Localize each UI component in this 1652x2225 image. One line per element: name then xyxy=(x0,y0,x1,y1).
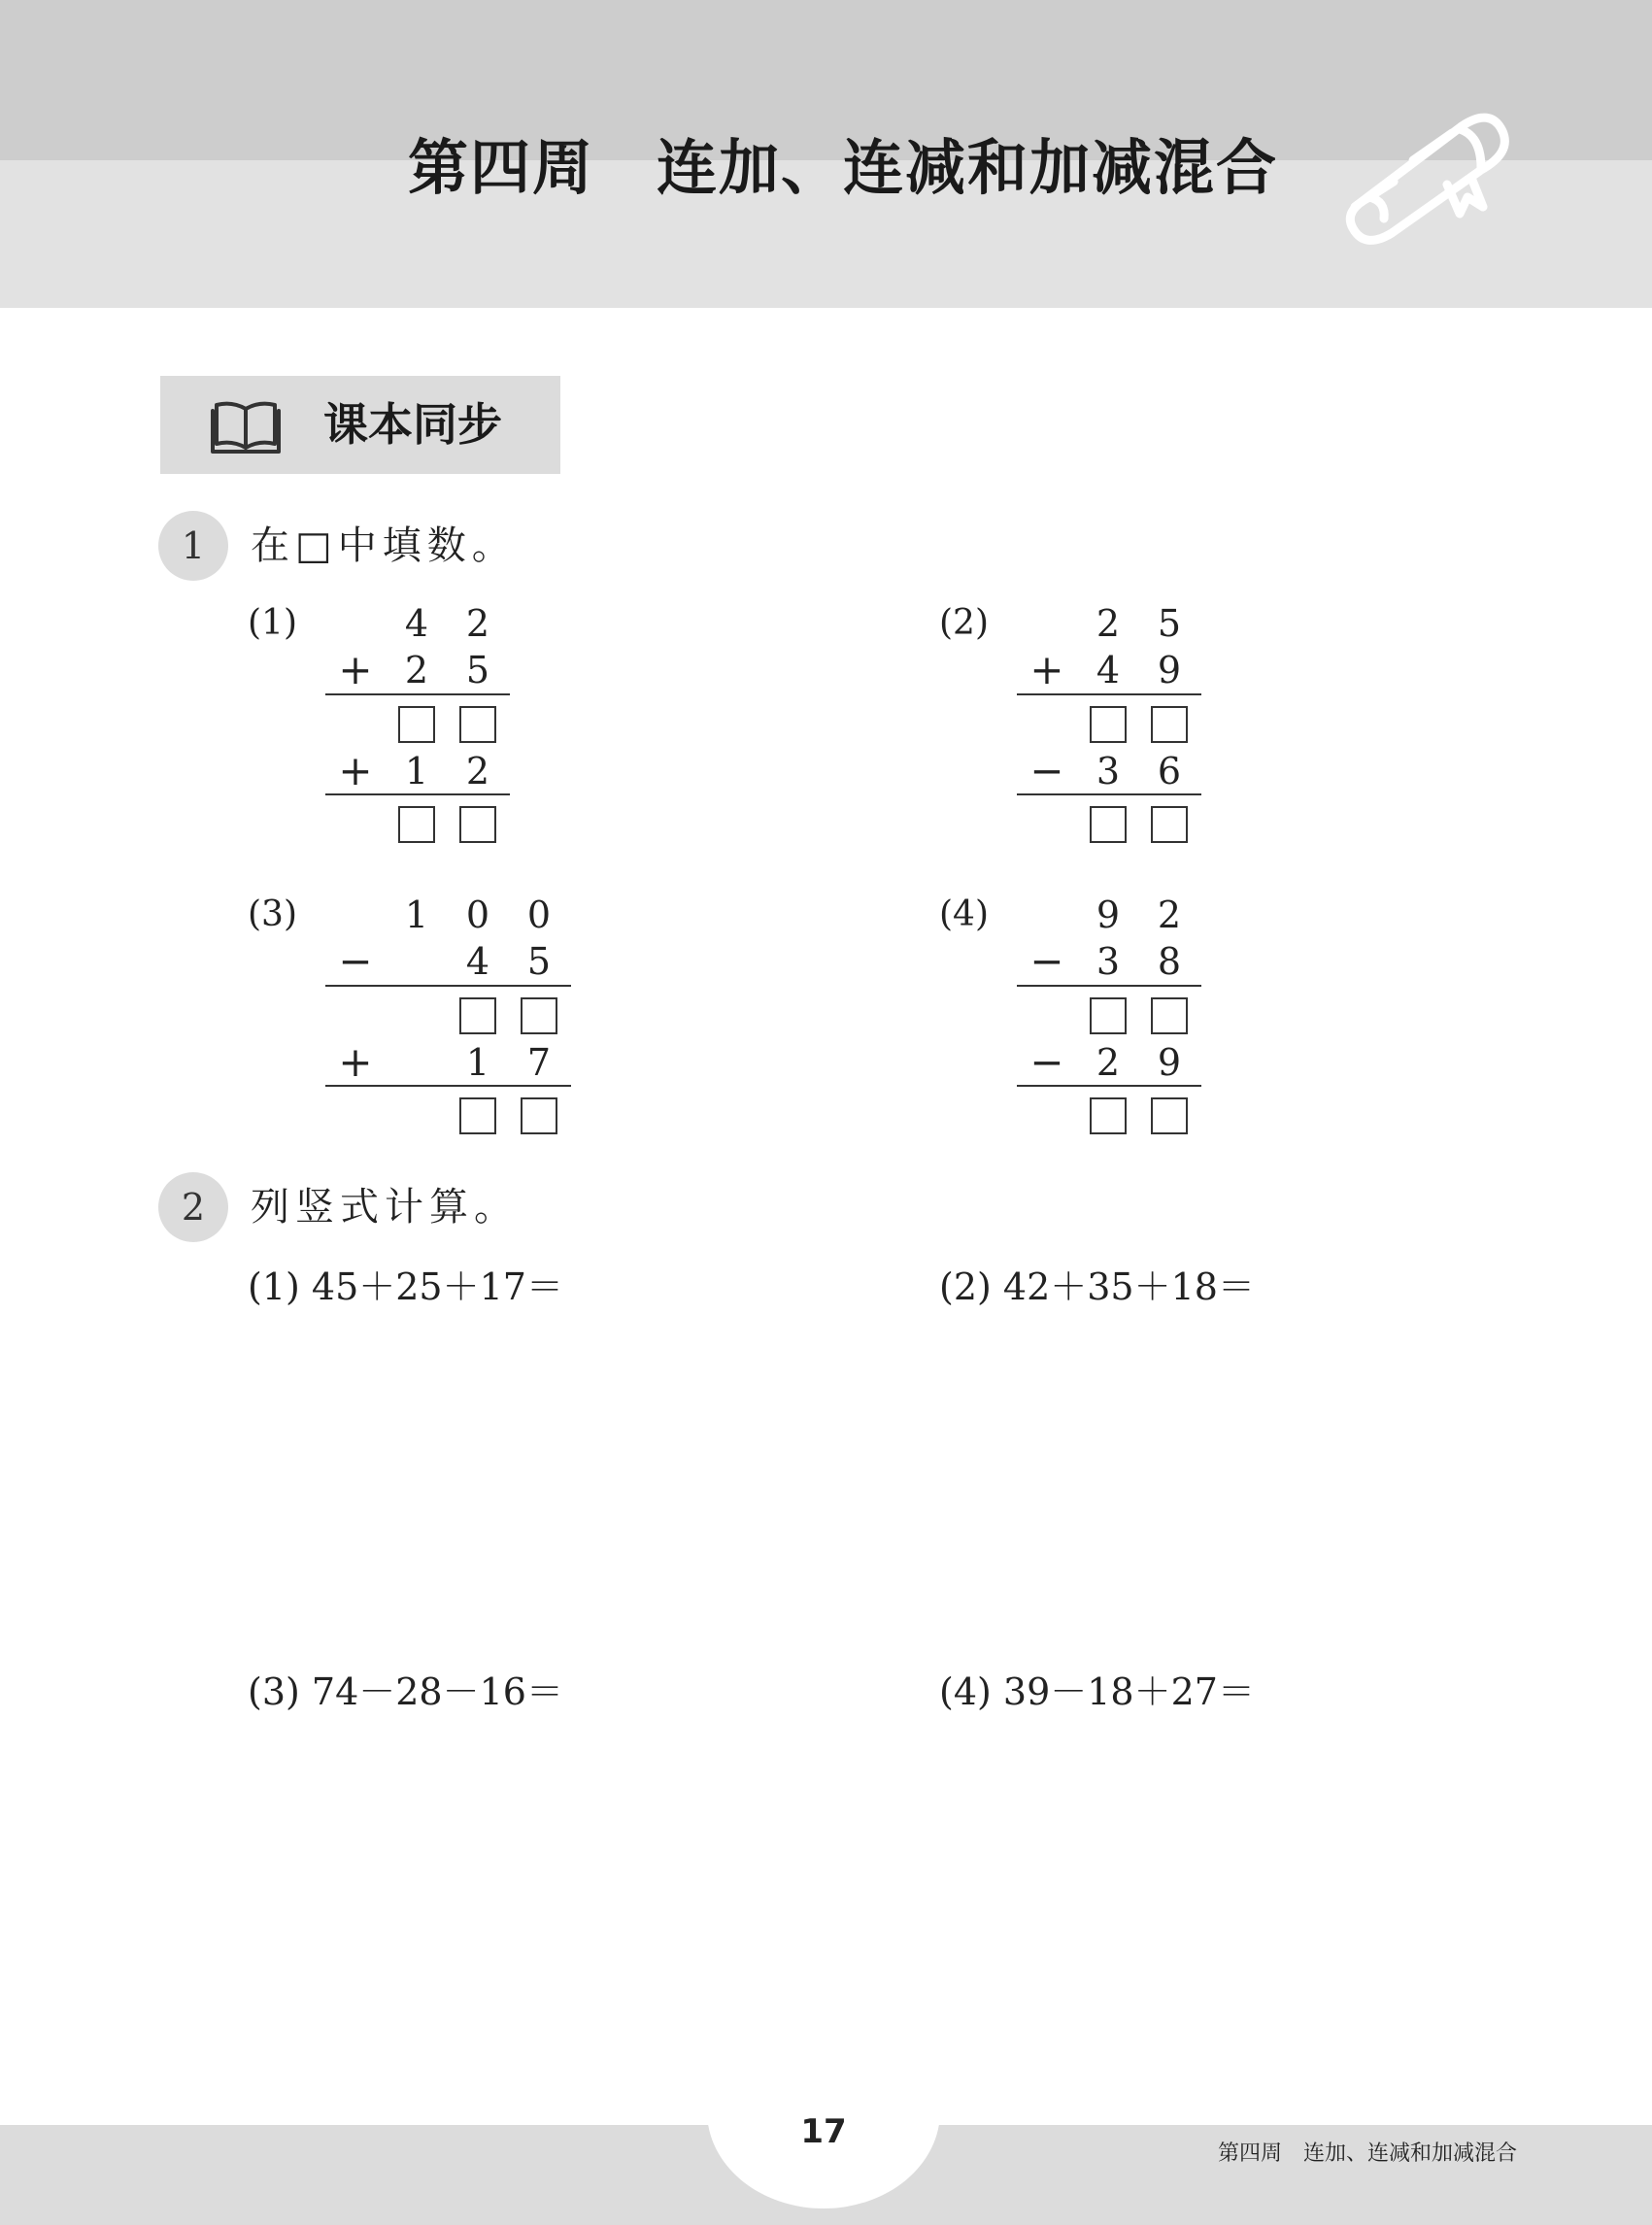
expression: (3) 74－28－16＝ xyxy=(248,1670,563,1713)
answer-box[interactable] xyxy=(521,997,557,1034)
digit: 4 xyxy=(404,602,429,645)
page-number: 17 xyxy=(800,2112,847,2151)
rule-line xyxy=(325,793,510,795)
operator: + xyxy=(338,646,373,693)
operator: + xyxy=(338,1038,373,1086)
question-text: 列竖式计算。 xyxy=(251,1185,519,1230)
answer-box[interactable] xyxy=(1090,997,1127,1034)
rule-line xyxy=(1017,1085,1201,1087)
rule-line xyxy=(325,985,571,987)
answer-box[interactable] xyxy=(1090,706,1127,743)
question-text: 在□中填数。 xyxy=(251,523,517,568)
digit: 2 xyxy=(404,649,429,691)
digit: 2 xyxy=(465,602,490,645)
answer-box[interactable] xyxy=(459,706,496,743)
rule-line xyxy=(1017,793,1201,795)
digit: 7 xyxy=(526,1041,552,1084)
rule-line xyxy=(325,693,510,695)
problem-label: (1) xyxy=(248,603,297,643)
section-badge xyxy=(160,376,560,474)
digit: 8 xyxy=(1157,940,1182,983)
problem-label: (4) xyxy=(939,894,989,934)
rule-line xyxy=(1017,985,1201,987)
digit: 4 xyxy=(465,940,490,983)
answer-box[interactable] xyxy=(398,706,435,743)
expression: (4) 39－18＋27＝ xyxy=(939,1670,1255,1713)
operator: + xyxy=(338,747,373,794)
footer-chapter-title: 第四周 连加、连减和加减混合 xyxy=(1218,2141,1518,2166)
answer-box[interactable] xyxy=(1151,806,1188,843)
scroll-icon xyxy=(1335,92,1520,248)
digit: 9 xyxy=(1157,1041,1182,1084)
digit: 0 xyxy=(526,893,552,936)
digit: 6 xyxy=(1157,750,1182,792)
answer-box[interactable] xyxy=(521,1097,557,1134)
digit: 0 xyxy=(465,893,490,936)
digit: 9 xyxy=(1096,893,1121,936)
digit: 1 xyxy=(404,750,429,792)
digit: 9 xyxy=(1157,649,1182,691)
expression: (1) 45＋25＋17＝ xyxy=(248,1265,563,1308)
answer-box[interactable] xyxy=(1151,1097,1188,1134)
digit: 1 xyxy=(465,1041,490,1084)
digit: 1 xyxy=(404,893,429,936)
digit: 2 xyxy=(1157,893,1182,936)
digit: 2 xyxy=(1096,1041,1121,1084)
rule-line xyxy=(1017,693,1201,695)
book-icon xyxy=(209,397,283,455)
answer-box[interactable] xyxy=(459,997,496,1034)
problem-label: (3) xyxy=(248,894,297,934)
answer-box[interactable] xyxy=(459,1097,496,1134)
answer-box[interactable] xyxy=(1090,1097,1127,1134)
answer-box[interactable] xyxy=(1090,806,1127,843)
question-number: 2 xyxy=(158,1172,228,1242)
problem-label: (2) xyxy=(939,603,989,643)
operator: − xyxy=(1029,1038,1064,1086)
answer-box[interactable] xyxy=(398,806,435,843)
expression: (2) 42＋35＋18＝ xyxy=(939,1265,1255,1308)
rule-line xyxy=(325,1085,571,1087)
digit: 5 xyxy=(465,649,490,691)
digit: 2 xyxy=(1096,602,1121,645)
digit: 2 xyxy=(465,750,490,792)
answer-box[interactable] xyxy=(1151,997,1188,1034)
answer-box[interactable] xyxy=(459,806,496,843)
digit: 4 xyxy=(1096,649,1121,691)
operator: − xyxy=(338,937,373,985)
operator: − xyxy=(1029,747,1064,794)
answer-box[interactable] xyxy=(1151,706,1188,743)
digit: 3 xyxy=(1096,940,1121,983)
operator: + xyxy=(1029,646,1064,693)
operator: − xyxy=(1029,937,1064,985)
digit: 3 xyxy=(1096,750,1121,792)
page-title: 第四周 连加、连减和加减混合 xyxy=(408,132,1279,203)
question-number: 1 xyxy=(158,511,228,581)
digit: 5 xyxy=(1157,602,1182,645)
digit: 5 xyxy=(526,940,552,983)
section-title: 课本同步 xyxy=(323,398,502,451)
